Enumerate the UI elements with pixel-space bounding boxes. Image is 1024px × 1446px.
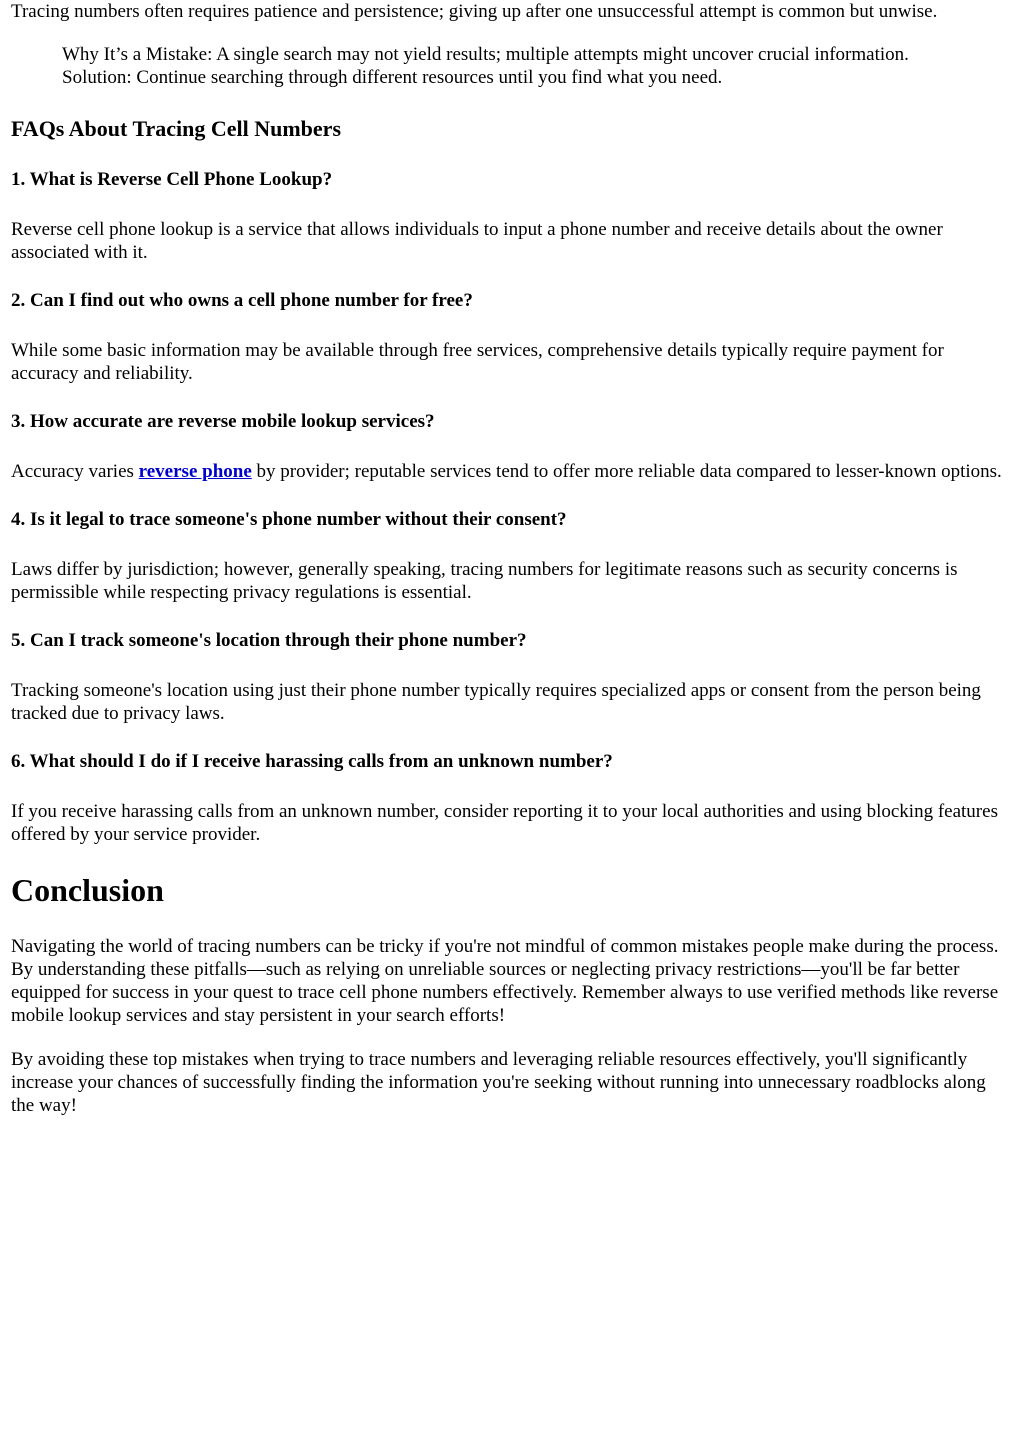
mistake-solution: Solution: Continue searching through different resources until you find what you need. <box>62 67 723 88</box>
faq-answer-3-before: Accuracy varies <box>11 461 139 482</box>
faq-answer-1: Reverse cell phone lookup is a service that allows individuals to input a phone number and receive details about the owner associated with it. <box>11 219 943 263</box>
conclusion-heading: Conclusion <box>11 872 164 908</box>
faq-question-1: 1. What is Reverse Cell Phone Lookup? <box>11 169 333 190</box>
conclusion-paragraph-2: By avoiding these top mistakes when trying to trace numbers and leveraging reliable resources effectively, you'll significantly increase your chances of successfully finding the information you're seeking without running into unnecessary roadblocks along the way! <box>11 1049 986 1116</box>
faq-question-6: 6. What should I do if I receive harassing calls from an unknown number? <box>11 751 613 772</box>
faq-question-2: 2. Can I find out who owns a cell phone number for free? <box>11 290 473 311</box>
intro-paragraph: Tracing numbers often requires patience and persistence; giving up after one unsuccessful attempt is common but unwise. <box>11 1 938 22</box>
mistake-blockquote <box>62 43 1013 89</box>
faq-answer-6: If you receive harassing calls from an unknown number, consider reporting it to your local authorities and using blocking features offered by your service provider. <box>11 801 998 845</box>
conclusion-paragraph-1: Navigating the world of tracing numbers can be tricky if you're not mindful of common mistakes people make during the process. By understanding these pitfalls—such as relying on unreliable sources or neglecting privacy restrictions—you'll be far better equipped for success in your quest to trace cell phone numbers effectively. Remember always to use verified methods like reverse mobile lookup services and stay persistent in your search efforts! <box>11 936 999 1026</box>
reverse-phone-link[interactable]: reverse phone <box>138 461 252 482</box>
mistake-why: Why It’s a Mistake: A single search may not yield results; multiple attempts might uncover crucial information. <box>62 44 909 65</box>
faq-question-5: 5. Can I track someone's location through their phone number? <box>11 630 527 651</box>
faq-answer-2: While some basic information may be available through free services, comprehensive details typically require payment for accuracy and reliability. <box>11 340 944 384</box>
faq-answer-5: Tracking someone's location using just their phone number typically requires specialized apps or consent from the person being tracked due to privacy laws. <box>11 680 981 724</box>
faq-question-3: 3. How accurate are reverse mobile lookup services? <box>11 411 435 432</box>
faq-answer-3-after: by provider; reputable services tend to offer more reliable data compared to lesser-known options. <box>251 461 1002 482</box>
faq-heading: FAQs About Tracing Cell Numbers <box>11 116 342 141</box>
faq-answer-3 <box>11 460 1013 483</box>
faq-answer-4: Laws differ by jurisdiction; however, generally speaking, tracing numbers for legitimate reasons such as security concerns is permissible while respecting privacy regulations is essential. <box>11 559 958 603</box>
faq-question-4: 4. Is it legal to trace someone's phone number without their consent? <box>11 509 567 530</box>
